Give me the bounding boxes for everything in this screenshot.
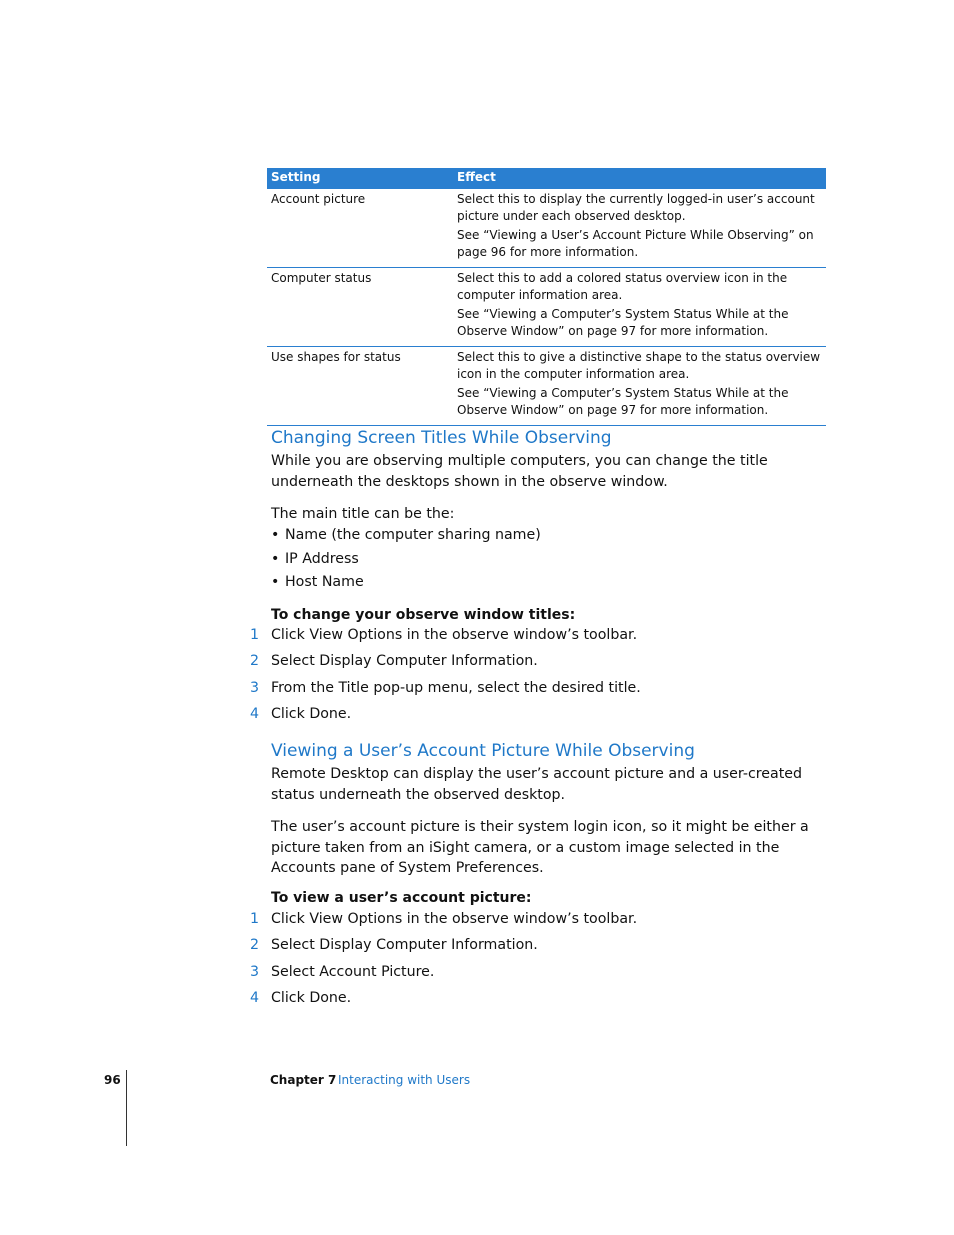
effect-reference: See “Viewing a User’s Account Picture While Observing” on page 96 for more information. xyxy=(457,228,814,259)
list-item: • IP Address xyxy=(271,551,359,567)
list-item: • Host Name xyxy=(271,574,364,590)
step-text: Click Done. xyxy=(271,706,352,722)
effect-cell xyxy=(453,268,826,347)
effect-description: Select this to display the currently logged-in user’s account picture under each observed desktop. xyxy=(457,192,815,223)
setting-cell: Computer status xyxy=(267,268,453,347)
section1-intro: While you are observing multiple computers, you can change the title underneath the desktops shown in the observe window. xyxy=(271,453,768,490)
section-heading-account-picture: Viewing a User’s Account Picture While Observing xyxy=(271,741,695,761)
settings-table xyxy=(267,168,826,426)
step-item xyxy=(250,964,434,980)
step-text: Select Display Computer Information. xyxy=(271,937,538,953)
table-row xyxy=(267,268,826,347)
step-number: 4 xyxy=(250,706,260,722)
step-item xyxy=(250,937,538,953)
step-number: 3 xyxy=(250,964,260,980)
step-item xyxy=(250,680,641,696)
step-number: 4 xyxy=(250,990,260,1006)
page-number: 96 xyxy=(104,1073,121,1087)
step-text: Select Account Picture. xyxy=(271,964,435,980)
section2-details: The user’s account picture is their system login icon, so it might be either a picture taken from an iSight camera, or a custom image selected in the Accounts pane of System Preferences. xyxy=(271,819,809,876)
task-title-view-picture: To view a user’s account picture: xyxy=(271,890,532,906)
footer-chapter-title: Interacting with Users xyxy=(338,1073,471,1087)
step-text: Click View Options in the observe window’s toolbar. xyxy=(271,627,638,643)
step-text: From the Title pop-up menu, select the desired title. xyxy=(271,680,641,696)
task-title-change-titles: To change your observe window titles: xyxy=(271,607,576,623)
step-number: 2 xyxy=(250,653,260,669)
table-header-row xyxy=(267,168,826,189)
effect-cell xyxy=(453,347,826,426)
effect-reference: See “Viewing a Computer’s System Status While at the Observe Window” on page 97 for more information. xyxy=(457,307,789,338)
step-item xyxy=(250,706,351,722)
step-item xyxy=(250,911,637,927)
footer-chapter-label: Chapter 7 xyxy=(270,1073,337,1087)
section2-intro: Remote Desktop can display the user’s account picture and a user-created status underneath the observed desktop. xyxy=(271,766,802,803)
step-item xyxy=(250,990,351,1006)
step-number: 2 xyxy=(250,937,260,953)
footer-divider xyxy=(126,1070,127,1146)
bullet-icon: • xyxy=(271,574,280,590)
list-item: • Name (the computer sharing name) xyxy=(271,527,541,543)
step-number: 1 xyxy=(250,627,260,643)
setting-cell: Account picture xyxy=(267,189,453,268)
step-number: 1 xyxy=(250,911,260,927)
table-row xyxy=(267,347,826,426)
table-row xyxy=(267,189,826,268)
effect-description: Select this to add a colored status overview icon in the computer information area. xyxy=(457,271,788,302)
step-text: Select Display Computer Information. xyxy=(271,653,538,669)
effect-description: Select this to give a distinctive shape to the status overview icon in the computer information area. xyxy=(457,350,821,381)
bullet-icon: • xyxy=(271,527,280,543)
setting-cell: Use shapes for status xyxy=(267,347,453,426)
bullet-icon: • xyxy=(271,551,280,567)
step-number: 3 xyxy=(250,680,260,696)
effect-cell xyxy=(453,189,826,268)
step-text: Click View Options in the observe window’s toolbar. xyxy=(271,911,638,927)
column-header-setting: Setting xyxy=(267,168,453,189)
column-header-effect: Effect xyxy=(453,168,826,189)
step-text: Click Done. xyxy=(271,990,352,1006)
section1-lead: The main title can be the: xyxy=(271,506,455,522)
section-heading-screen-titles: Changing Screen Titles While Observing xyxy=(271,428,612,448)
step-item xyxy=(250,627,637,643)
effect-reference: See “Viewing a Computer’s System Status While at the Observe Window” on page 97 for more information. xyxy=(457,386,789,417)
step-item xyxy=(250,653,538,669)
